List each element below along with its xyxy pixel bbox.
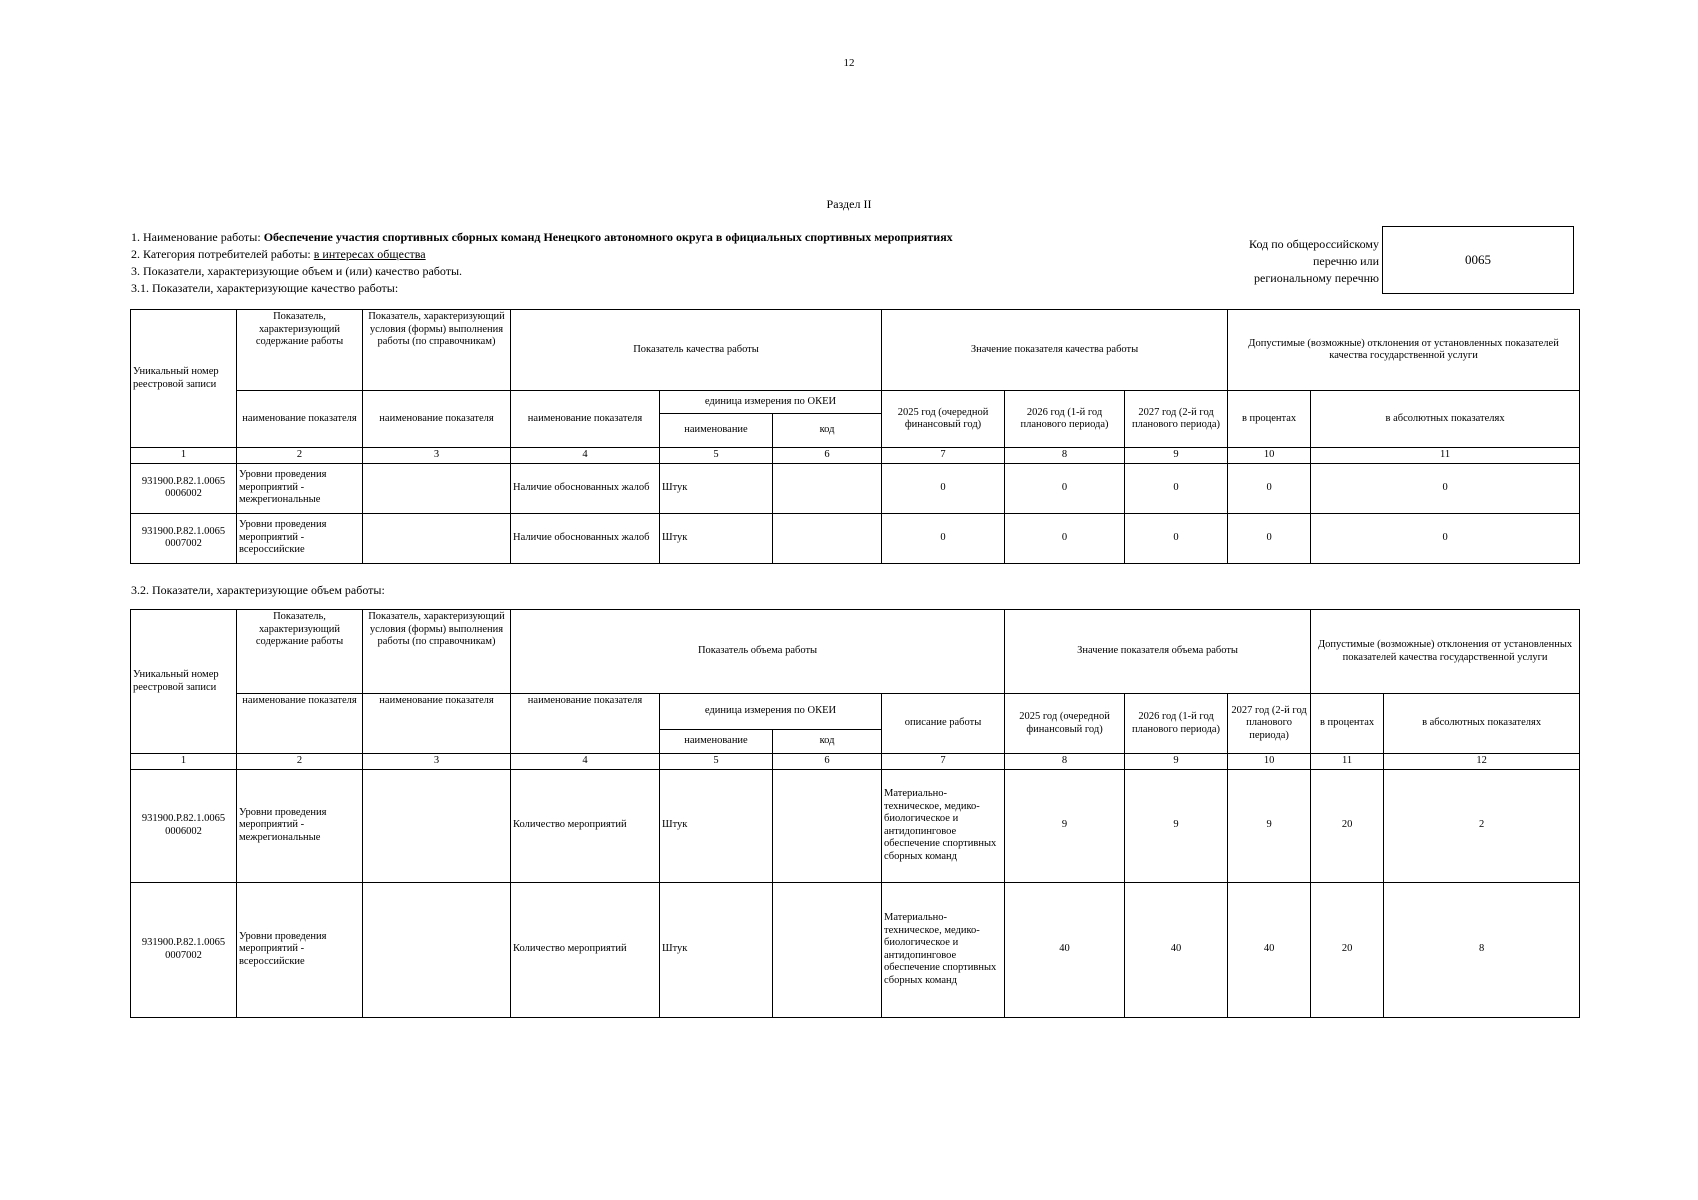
indicators-line: 3. Показатели, характеризующие объем и (или) качество работы. (131, 264, 463, 278)
header-year-2025: 2025 год (очередной финансовый год) (1005, 694, 1125, 754)
volume-heading: 3.2. Показатели, характеризующие объем работы: (131, 583, 385, 597)
header-year-2027: 2027 год (2-й год планового периода) (1125, 391, 1228, 448)
content-cell: Уровни проведения мероприятий - всероссийские (237, 513, 363, 563)
header-percent: в процентах (1311, 694, 1384, 754)
content-cell: Уровни проведения мероприятий - межрегиональные (237, 769, 363, 882)
value-2027-cell: 0 (1125, 463, 1228, 513)
header-conditions-name: наименование показателя (363, 694, 511, 754)
header-description: описание работы (882, 694, 1005, 754)
header-indicator-name: наименование показателя (511, 391, 660, 448)
value-2026-cell: 40 (1125, 882, 1228, 1017)
absolute-cell: 0 (1311, 513, 1580, 563)
header-volume-indicator: Показатель объема работы (511, 610, 1005, 694)
code-cell (773, 513, 882, 563)
work-name-value: Обеспечение участия спортивных сборных команд Ненецкого автономного округа в официальных спортивных мероприятиях (263, 230, 953, 244)
header-okei: единица измерения по ОКЕИ (660, 391, 882, 414)
header-conditions: Показатель, характеризующий условия (формы) выполнения работы (по справочникам) (363, 310, 511, 391)
header-deviation: Допустимые (возможные) отклонения от установленных показателей качества государственной услуги (1311, 610, 1580, 694)
unit-cell: Штук (660, 463, 773, 513)
header-absolute: в абсолютных показателях (1311, 391, 1580, 448)
value-2025-cell: 9 (1005, 769, 1125, 882)
consumer-category-line (131, 246, 1231, 263)
registry-code-value: 0065 (1382, 226, 1574, 294)
registry-code-label: Код по общероссийскому перечню или региональному перечню (1249, 237, 1379, 285)
unit-cell: Штук (660, 769, 773, 882)
indicator-cell: Количество мероприятий (511, 882, 660, 1017)
header-content: Показатель, характеризующий содержание работы (237, 310, 363, 391)
indicator-cell: Наличие обоснованных жалоб (511, 463, 660, 513)
content-cell: Уровни проведения мероприятий - всероссийские (237, 882, 363, 1017)
conditions-cell (363, 463, 511, 513)
header-indicator-name: наименование показателя (511, 694, 660, 754)
code-cell (773, 882, 882, 1017)
value-2025-cell: 0 (882, 513, 1005, 563)
header-content: Показатель, характеризующий содержание работы (237, 610, 363, 694)
header-volume-value: Значение показателя объема работы (1005, 610, 1311, 694)
percent-cell: 0 (1228, 463, 1311, 513)
indicator-cell: Наличие обоснованных жалоб (511, 513, 660, 563)
header-year-2026: 2026 год (1-й год планового периода) (1125, 694, 1228, 754)
header-content-name: наименование показателя (237, 694, 363, 754)
quality-table (130, 309, 1580, 564)
header-okei: единица измерения по ОКЕИ (660, 694, 882, 730)
table-row (131, 769, 1580, 882)
header-quality-value: Значение показателя качества работы (882, 310, 1228, 391)
registry-code-block (1230, 226, 1576, 294)
value-2026-cell: 0 (1005, 463, 1125, 513)
work-name-label: 1. Наименование работы: (131, 230, 264, 244)
absolute-cell: 2 (1384, 769, 1580, 882)
header-percent: в процентах (1228, 391, 1311, 448)
column-number-row: 1 2 3 4 5 6 7 8 9 10 11 (131, 448, 1580, 464)
unique-number-cell: 931900.Р.82.1.0065 0006002 (131, 463, 237, 513)
quality-indicators-line: 3.1. Показатели, характеризующие качество работы: (131, 281, 399, 295)
value-2027-cell: 40 (1228, 882, 1311, 1017)
conditions-cell (363, 882, 511, 1017)
conditions-cell (363, 769, 511, 882)
code-cell (773, 463, 882, 513)
absolute-cell: 8 (1384, 882, 1580, 1017)
column-number-row: 1 2 3 4 5 6 7 8 9 10 11 12 (131, 754, 1580, 770)
description-cell: Материально-техническое, медико-биологическое и антидопинговое обеспечение спортивных сборных команд (882, 769, 1005, 882)
description-cell: Материально-техническое, медико-биологическое и антидопинговое обеспечение спортивных сборных команд (882, 882, 1005, 1017)
table-row (131, 882, 1580, 1017)
header-absolute: в абсолютных показателях (1384, 694, 1580, 754)
value-2026-cell: 0 (1005, 513, 1125, 563)
absolute-cell: 0 (1311, 463, 1580, 513)
value-2027-cell: 9 (1228, 769, 1311, 882)
header-okei-name: наименование (660, 414, 773, 448)
value-2025-cell: 0 (882, 463, 1005, 513)
value-2025-cell: 40 (1005, 882, 1125, 1017)
consumer-category-label: 2. Категория потребителей работы: (131, 247, 314, 261)
content-cell: Уровни проведения мероприятий - межрегиональные (237, 463, 363, 513)
table-row (131, 463, 1580, 513)
percent-cell: 0 (1228, 513, 1311, 563)
unique-number-cell: 931900.Р.82.1.0065 0007002 (131, 882, 237, 1017)
volume-table (130, 609, 1580, 1018)
header-content-name: наименование показателя (237, 391, 363, 448)
header-year-2025: 2025 год (очередной финансовый год) (882, 391, 1005, 448)
conditions-cell (363, 513, 511, 563)
header-conditions-name: наименование показателя (363, 391, 511, 448)
header-conditions: Показатель, характеризующий условия (формы) выполнения работы (по справочникам) (363, 610, 511, 694)
header-okei-code: код (773, 730, 882, 754)
header-unique-number: Уникальный номер реестровой записи (131, 310, 237, 448)
header-deviation: Допустимые (возможные) отклонения от установленных показателей качества государственной услуги (1228, 310, 1580, 391)
header-okei-name: наименование (660, 730, 773, 754)
unique-number-cell: 931900.Р.82.1.0065 0006002 (131, 769, 237, 882)
code-cell (773, 769, 882, 882)
section-title: Раздел II (826, 197, 872, 211)
work-info (131, 229, 1231, 297)
header-quality-indicator: Показатель качества работы (511, 310, 882, 391)
header-year-2027: 2027 год (2-й год планового периода) (1228, 694, 1311, 754)
header-okei-code: код (773, 414, 882, 448)
value-2027-cell: 0 (1125, 513, 1228, 563)
value-2026-cell: 9 (1125, 769, 1228, 882)
header-unique-number: Уникальный номер реестровой записи (131, 610, 237, 754)
unit-cell: Штук (660, 882, 773, 1017)
header-year-2026: 2026 год (1-й год планового периода) (1005, 391, 1125, 448)
indicator-cell: Количество мероприятий (511, 769, 660, 882)
table-row (131, 513, 1580, 563)
unique-number-cell: 931900.Р.82.1.0065 0007002 (131, 513, 237, 563)
consumer-category-value: в интересах общества (313, 247, 426, 261)
unit-cell: Штук (660, 513, 773, 563)
percent-cell: 20 (1311, 769, 1384, 882)
work-name-line (131, 229, 1231, 246)
page-number: 12 (843, 57, 855, 69)
percent-cell: 20 (1311, 882, 1384, 1017)
